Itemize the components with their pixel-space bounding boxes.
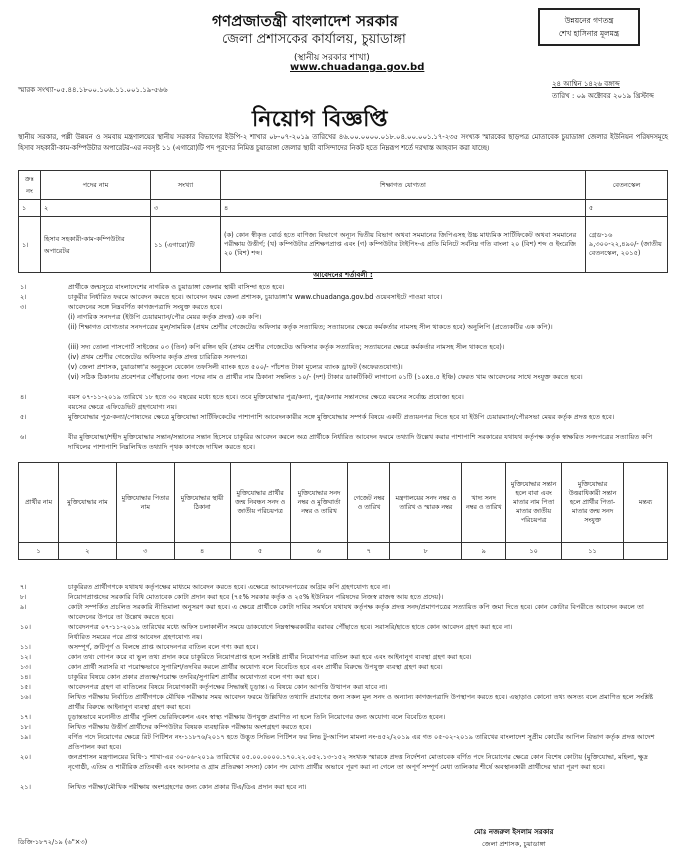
list-item	[18, 592, 668, 602]
freedom-fighter-table	[18, 462, 668, 560]
item-number: ১৬।	[20, 693, 31, 701]
list-item	[18, 712, 668, 722]
conditions-heading: আবেদনের শর্তাবলী :	[313, 271, 373, 279]
item-number: ৩।	[20, 303, 27, 311]
num-cell: ১০	[506, 543, 562, 560]
slogan-line-1: উন্নয়নের গণতন্ত্র	[564, 16, 614, 25]
row-qualification: (ক) কোন স্বীকৃত বোর্ড হতে বাণিজ্য বিভাগে অন্যূন দ্বিতীয় বিভাগ অথবা সমমানের জিপিএসহ উচ্চ মাধ্যমিক সার্টিফিকেট অথবা সমমানের পরীক্ষায় উত্তীর্ণ; (খ) কম্পিউটার প্রশিক্ষণপ্রাপ্ত এবং (গ) কম্পিউটার টাইপিং-এ প্রতি মিনিটে সর্বনিম্ন গতি বাংলা ২০ (বিশ) শব্দ ও ইংরেজি ২০ (বিশ) শব্দ।	[221, 217, 586, 273]
item-text: (iv) প্রথম শ্রেণীর গেজেটেড অফিসার কর্তৃক প্রদত্ত চারিত্রিক সনদপত্র।	[68, 353, 248, 361]
website-link[interactable]: www.chuadanga.gov.bd	[290, 62, 425, 73]
ff-col-header: মুক্তিযোদ্ধার সনদ নম্বর ও মুক্তিবার্তা নম্বর ও তারিখ	[290, 463, 348, 543]
memo-number: স্মারক সংখ্যা-০৫.৪৪.১৮০০.১০৬.১১.০০১.১৯-৫৬৬	[18, 86, 168, 94]
item-number: ১৭।	[20, 713, 31, 721]
ff-col-header: মুক্তিযোদ্ধার উত্তরাধিকারী সন্তান হলে প্রার্থীর পিতা-মাতার জন্ম সনদ সংযুক্ত	[562, 463, 624, 543]
num-cell: ১	[19, 200, 41, 217]
slogan-box	[538, 8, 640, 46]
list-item	[18, 672, 668, 682]
item-number: ৬।	[20, 433, 27, 441]
item-number: ১১।	[20, 643, 31, 651]
ff-col-header: মন্ত্রণালয়ের সনদ নম্বর ও তারিখ ও স্মারক নম্বর	[390, 463, 462, 543]
item-text: (i) নাগরিক সনদপত্র (ইউপি চেয়ারম্যান/পৌর মেয়র কর্তৃক প্রদত্ত) এক কপি।	[68, 313, 262, 321]
item-text: আবেদনের সঙ্গে নিম্নবর্ণিত কাগজপত্রাদি সংযুক্ত করতে হবে।	[68, 303, 223, 311]
list-item	[18, 302, 668, 312]
item-number: ৪।	[20, 393, 27, 401]
item-number: ২।	[20, 293, 27, 301]
list-item	[18, 692, 668, 712]
list-item	[18, 662, 668, 672]
item-text: লিখিত পরীক্ষায় নির্বাচিত প্রার্থীগণকে মৌখিক পরীক্ষার সময় আবেদন ফরমে উল্লিখিত তথ্যাদি প্রমাণের জন্য সকল মূল সনদ ও অন্যান্য কাগজপত্রাদি উপস্থাপন করতে হবে। এছাড়াও কোনো তথ্য অসত্য বলে প্রমাণিত হলে সংশ্লিষ্ট প্রার্থীর বিরুদ্ধে আইনানুগ ব্যবস্থা গ্রহণ করা হবে।	[68, 693, 654, 711]
num-cell: ২	[58, 543, 116, 560]
list-item	[18, 412, 668, 432]
item-text: (ii) শিক্ষাগত যোগ্যতার সনদপত্রের মূল/সাময়িক (প্রথম শ্রেণীর গেজেটেড অফিসার কর্তৃক সত্যায়িত; সত্যায়নের ক্ষেত্রে কর্মকর্তার নামসহ সীল থাকতে হবে) অনুলিপি (প্রত্যেকটির এক কপি)।	[68, 323, 553, 331]
list-item	[18, 402, 668, 412]
office-name: জেলা প্রশাসকের কার্যালয়, চুয়াডাঙ্গা	[222, 32, 406, 47]
signatory-name: মোঃ নজরুল ইসলাম সরকার	[474, 828, 554, 836]
col-serial: ক্রঃ নং	[19, 171, 41, 200]
list-item	[18, 732, 668, 752]
item-number: ১৩।	[20, 663, 31, 671]
num-cell	[623, 543, 667, 560]
row-post: হিসাব সহকারী-কাম-কম্পিউটার অপারেটর	[41, 217, 151, 273]
recruitment-notice-page	[4, 4, 678, 853]
num-cell: ৩	[151, 200, 221, 217]
item-text: নির্ধারিত সময়ের পরে প্রাপ্ত আবেদন গ্রহণযোগ্য নয়।	[68, 633, 203, 641]
num-cell: ৪	[174, 543, 230, 560]
item-text: প্রার্থীকে জন্মসূত্রে বাংলাদেশের নাগরিক ও চুয়াডাঙ্গা জেলার স্থায়ী বাসিন্দা হতে হবে।	[68, 283, 285, 291]
ff-col-header: প্রার্থীর নাম	[19, 463, 59, 543]
list-item	[18, 682, 668, 692]
list-item	[18, 322, 668, 342]
col-qualification: শিক্ষাগত যোগ্যতা	[221, 171, 586, 200]
item-text: চাকুরিরত প্রার্থীগণকে যথাযথ কর্তৃপক্ষের মাধ্যমে আবেদন করতে হবে। এক্ষেত্রে আবেদনপত্রের অগ্রিম কপি গ্রহণযোগ্য হবে না।	[68, 583, 391, 591]
item-number: ৫।	[20, 413, 27, 421]
item-number: ১৫।	[20, 683, 31, 691]
num-cell: ৬	[290, 543, 348, 560]
list-item	[18, 392, 668, 402]
posts-table	[18, 170, 668, 273]
ff-col-header: মুক্তিযোদ্ধার নাম	[58, 463, 116, 543]
branch-name: (স্থানীয় সরকার শাখা)	[294, 53, 370, 63]
item-text: বর্ণিত পদে নিয়োগের ক্ষেত্রে রিট পিটিশন নং-১১৮৭৬/২০১৭ হতে উদ্ভূত সিভিল পিটিশন ফর লিভ টু-আপিল মামলা নং-৪৫২/২০১৯ এর গত ০৫-০২-২০১৯ তারিখের বাংলাদেশ সুপ্রীম কোর্টের আপিল বিভাগ কর্তৃক প্রদত্ত আদেশ প্রতিপালন করা হবে।	[68, 733, 655, 751]
num-cell: ৩	[116, 543, 174, 560]
list-item	[18, 752, 668, 782]
item-number: ১৯।	[20, 733, 31, 741]
list-item	[18, 642, 668, 652]
ff-col-header: মুক্তিযোদ্ধার পিতার নাম	[116, 463, 174, 543]
posts-table-header	[19, 171, 668, 200]
item-number: ১৪।	[20, 673, 31, 681]
list-item	[18, 582, 668, 592]
intro-paragraph: স্থানীয় সরকার, পল্লী উন্নয়ন ও সমবায় মন্ত্রণালয়ের স্থানীয় সরকার বিভাগের ইউপি-২ শাখার ০৮-০৭-২০১৯ তারিখের ৪৬.০০.০০০০.০১৮.০৪.০০.০০১.১৭-২৩৫ সংখ্যক স্মারকের ছাড়পত্র মোতাবেক চুয়াডাঙ্গা জেলার ইউনিয়ন পরিষদসমূহে হিসাব সহকারী-কাম-কম্পিউটার অপারেটর-এর নবসৃষ্ট ১১ (এগারো)টি পদ পূরণের নিমিত্ত চুয়াডাঙ্গা জেলার স্থায়ী বাসিন্দাদের নিকট হতে নিম্নরূপ শর্তে দরখাস্ত আহবান করা যাচ্ছে।	[18, 133, 668, 152]
col-scale: বেতনস্কেল	[586, 171, 668, 200]
item-text: জনপ্রশাসন মন্ত্রণালয়ের বিধি-১ শাখা-এর ৩০-০৬-২০১৯ তারিখের ০৫.০০.০০০০.১৭০.২২.০৫২.১৩-১৫২ সংখ্যক স্মারকে প্রদত্ত নির্দেশনা মোতাবেক বর্ণিত পদে নিয়োগের ক্ষেত্রে কোন বিশেষ কোটায় (মুক্তিযোদ্ধা, মহিলা, ক্ষুদ্র নৃগোষ্ঠী, এতিম ও শারীরিক প্রতিবন্ধী এবং আনসার ও গ্রাম প্রতিরক্ষা সদস্য) কোন পদ যোগ্য প্রার্থীর অভাবে পূরণ করা না গেলে তা অপূর্ণ সম্পূর্ণ মেধা তালিকার শীর্ষে অবস্থানকারী প্রার্থীদের দ্বারা পূরণ করা হবে।	[68, 753, 648, 771]
num-cell: ৮	[390, 543, 462, 560]
item-text: বীর মুক্তিযোদ্ধা/শহীদ মুক্তিযোদ্ধার সন্তান/সন্তানের সন্তান হিসেবে চাকুরির আবেদন করলে অত্র প্রার্থীকে নির্ধারিত আবেদন ফরমে তথ্যাদি উল্লেখ করার পাশাপাশি সরকারের যথাযথ কর্তৃপক্ষ কর্তৃক স্বাক্ষরিত সনদপত্রের সত্যায়িত কপি দাখিলের পাশাপাশি নিম্নলিখিত তথ্যাদি পৃথক কাগজে দাখিল করতে হবে।	[68, 433, 653, 451]
num-cell: ১	[19, 543, 59, 560]
num-cell: ৯	[462, 543, 506, 560]
item-number: ১২।	[20, 653, 31, 661]
ff-col-header: গেজেট নম্বর ও তারিখ	[348, 463, 390, 543]
col-post: পদের নাম	[41, 171, 151, 200]
list-item	[18, 432, 668, 452]
row-count: ১১ (এগারো)টি	[151, 217, 221, 273]
item-text: লিখিত পরীক্ষায় উত্তীর্ণ প্রার্থীদের কম্পিউটার বিষয়ক ব্যবহারিক পরীক্ষায় অংশগ্রহণ করতে হবে।	[68, 723, 312, 731]
item-text: চাকুরির বিষয়ে কোন প্রকার প্রত্যক্ষ/পরোক্ষ তদবির/সুপারিশ প্রার্থীর অযোগ্যতা বলে গণ্য করা হবে।	[68, 673, 320, 681]
ff-table-header	[19, 463, 668, 543]
list-item	[18, 722, 668, 732]
list-item	[18, 782, 668, 792]
item-text: (iii) সদ্য তোলা পাসপোর্ট সাইজের ০৩ (তিন) কপি রঙ্গিন ছবি (প্রথম শ্রেণীর গেজেটেড অফিসার কর্তৃক সত্যায়িত; সত্যায়নের ক্ষেত্রে কর্মকর্তার নামসহ সীল থাকতে হবে)।	[68, 343, 505, 351]
item-text: নিয়োগপ্রাপ্তদের সরকারি বিধি মোতাবেক কোটা প্রদান করা হবে (৭৫% সরকার কর্তৃক ও ২৫% ইউনিয়ন পরিষদের নিজস্ব রাজস্ব আয় হতে প্রদেয়)।	[68, 593, 444, 601]
item-text: অসম্পূর্ণ, ক্রটিপূর্ণ ও বিলম্বে প্রাপ্ত আবেদনপত্র বাতিল বলে গণ্য করা হবে।	[68, 643, 259, 651]
list-item	[18, 652, 668, 662]
item-text: বয়সের ক্ষেত্রে এফিডেভিট গ্রহণযোগ্য নয়।	[68, 403, 177, 411]
item-text: কোন প্রার্থী সরাসরি বা পরোক্ষভাবে সুপারিশ/তদবির করলে প্রার্থীর অযোগ্য বলে বিবেচিত হবে এবং প্রার্থীর বিরুদ্ধে উপযুক্ত ব্যবস্থা গ্রহণ করা হবে।	[68, 663, 443, 671]
item-number: ২০।	[20, 753, 31, 761]
list-item	[18, 622, 668, 632]
col-count: সংখ্যা	[151, 171, 221, 200]
list-item	[18, 352, 668, 362]
list-item	[18, 342, 668, 352]
num-cell: ২	[41, 200, 151, 217]
date-english: তারিখ : ০৯ অক্টোবর ২০১৯ খ্রিস্টাব্দ	[552, 92, 654, 100]
item-number: ১৮।	[20, 723, 31, 731]
num-cell: ৫	[230, 543, 290, 560]
row-serial: ১।	[19, 217, 41, 273]
list-item	[18, 632, 668, 642]
posts-table-numbers	[19, 200, 668, 217]
item-text: কোন তথ্য গোপন করে বা ভুল তথ্য প্রদান করে চাকুরিতে নিয়োগপ্রাপ্ত হলে সংশ্লিষ্ট প্রার্থীর নিয়োগপত্র বাতিল করা হবে এবং আইনানুগ ব্যবস্থা গ্রহণ করা হবে।	[68, 653, 472, 661]
government-name: গণপ্রজাতন্ত্রী বাংলাদেশ সরকার	[212, 12, 399, 30]
list-item	[18, 372, 668, 392]
item-text: (v) জেলা প্রশাসক, চুয়াডাঙ্গা'র অনুকূলে যেকোন তফসিলী ব্যাংক হতে ৫০০/- পাঁচশত টাকা মূল্যের ব্যাংক ড্রাফট (অফেরতযোগ্য)।	[68, 363, 403, 371]
item-text: আবেদনপত্র ০৭-১১-২০১৯ তারিখের মধ্যে অফিস চলাকালীন সময়ে ডাকযোগে নিম্নস্বাক্ষরকারীর বরাবর পৌঁছাতে হবে। সরাসরি/হাতে হাতে কোন আবেদন গ্রহণ করা হবে না।	[68, 623, 513, 631]
slogan-line-2: শেখ হাসিনার মূলমন্ত্র	[558, 29, 620, 38]
item-number: ৮।	[20, 593, 27, 601]
table-row	[19, 217, 668, 273]
footer-memo: ডিজি-১৮৭২/১৯ (৬"×৩)	[18, 838, 88, 846]
ff-col-header: মুক্তিযোদ্ধার প্রার্থীর জন্ম নিবন্ধন সনদ ও জাতীয় পরিচয়পত্র	[230, 463, 290, 543]
ff-col-header: মন্তব্য	[623, 463, 667, 543]
item-number: ৭।	[20, 583, 27, 591]
notice-title: নিয়োগ বিজ্ঞপ্তি	[252, 107, 388, 132]
item-text[interactable]: চাকুরীর নির্ধারিত ফরমে আবেদন করতে হবে। আবেদন ফরম জেলা প্রশাসক, চুয়াডাঙ্গা'র www.chuadanga.gov.bd ওয়েবসাইটে পাওয়া যাবে।	[68, 293, 443, 301]
item-number: ৯।	[20, 603, 27, 611]
list-item	[18, 602, 668, 622]
row-scale: গ্রেড-১৬ ৯,৩০০-২২,৪৯০/- (জাতীয় বেতনস্কেল, ২০১৫)	[586, 217, 668, 273]
item-text: বয়স ০৭-১১-২০১৯ তারিখে ১৮ হতে ৩০ বছরের মধ্যে হতে হবে। তবে মুক্তিযোদ্ধার পুত্র/কন্যা, পুত্র/কন্যার সন্তানদের ক্ষেত্রে বয়সের সর্বোচ্চ প্রযোজ্য হবে।	[68, 393, 464, 401]
item-number: ১।	[20, 283, 27, 291]
date-bangla: ২৪ আশ্বিন ১৪২৬ বঙ্গাব্দ	[552, 80, 620, 88]
list-item	[18, 282, 668, 292]
item-text: কোটা সম্পর্কিত প্রচলিত সরকারি নীতিমালা অনুসরণ করা হবে। এ ক্ষেত্রে প্রার্থীকে কোটা দাবির সমর্থনে যথাযথ কর্তৃপক্ষ কর্তৃক প্রদত্ত সনদ/প্রমাণপত্রের সত্যায়িত কপি জমা দিতে হবে। কোন কোটার বিপরীতে আবেদন করলে তা আবেদনের উপরে তা উল্লেখ করতে হবে।	[68, 603, 644, 621]
ff-col-header: মুক্তিযোদ্ধার সন্তান হলে বাবা এবং মাতার নাম পিতা মাতার জাতীয় পরিচয়পত্র	[506, 463, 562, 543]
item-text: আবেদনপত্র গ্রহণ বা বাতিলের বিষয়ে নিয়োগকারী কর্তৃপক্ষের সিদ্ধান্তই চূড়ান্ত। এ বিষয়ে কোন আপত্তি উত্থাপন করা যাবে না।	[68, 683, 388, 691]
num-cell: ৪	[221, 200, 586, 217]
list-item	[18, 312, 668, 322]
num-cell: ১১	[562, 543, 624, 560]
item-number: ২১।	[20, 783, 31, 791]
list-item	[18, 292, 668, 302]
ff-table-numbers	[19, 543, 668, 560]
signatory-title: জেলা প্রশাসক, চুয়াডাঙ্গা	[482, 840, 546, 848]
item-number: ১০।	[20, 623, 31, 631]
item-text: (vi) সঠিক ঠিকানায় প্রবেশপত্র পৌঁছানোর জন্য পদের নাম ও প্রার্থীর নাম ঠিকানা সম্বলিত ১০/- (দশ) টাকার ডাকটিকিট লাগানো ০১টি (১০x৪.৫ ইঞ্চি) ফেরত খাম আবেদনের সাথে সংযুক্ত করতে হবে।	[68, 373, 583, 381]
num-cell: ৭	[348, 543, 390, 560]
list-item	[18, 362, 668, 372]
item-text: মুক্তিযোদ্ধার পুত্র-কন্যা/পোষ্যদের ক্ষেত্রে মুক্তিযোদ্ধা সার্টিফিকেটের পাশাপাশি আবেদনকারীর সঙ্গে মুক্তিযোদ্ধার সম্পর্ক বিষয়ে একটি প্রত্যয়নপত্র দিতে হবে যা ইউপি চেয়ারম্যান/পৌরসভা মেয়র কর্তৃক প্রদত্ত হতে হবে।	[68, 413, 615, 421]
ff-col-header: খাদ্য সনদ নম্বর ও তারিখ	[462, 463, 506, 543]
ff-col-header: মুক্তিযোদ্ধার স্থায়ী ঠিকানা	[174, 463, 230, 543]
item-text: লিখিত পরীক্ষা/মৌখিক পরীক্ষায় অংশগ্রহণের জন্য কোন প্রকার টিএ/ডিএ প্রদান করা হবে না।	[68, 783, 307, 791]
item-text: চূড়ান্তভাবে মনোনীত প্রার্থীর পুলিশ ভেরিফিকেশন এবং স্বাস্থ্য পরীক্ষায় উপযুক্ত প্রমাণিত না হলে তিনি নিয়োগের জন্য অযোগ্য বলে বিবেচিত হবেন।	[68, 713, 446, 721]
num-cell: ৫	[586, 200, 668, 217]
